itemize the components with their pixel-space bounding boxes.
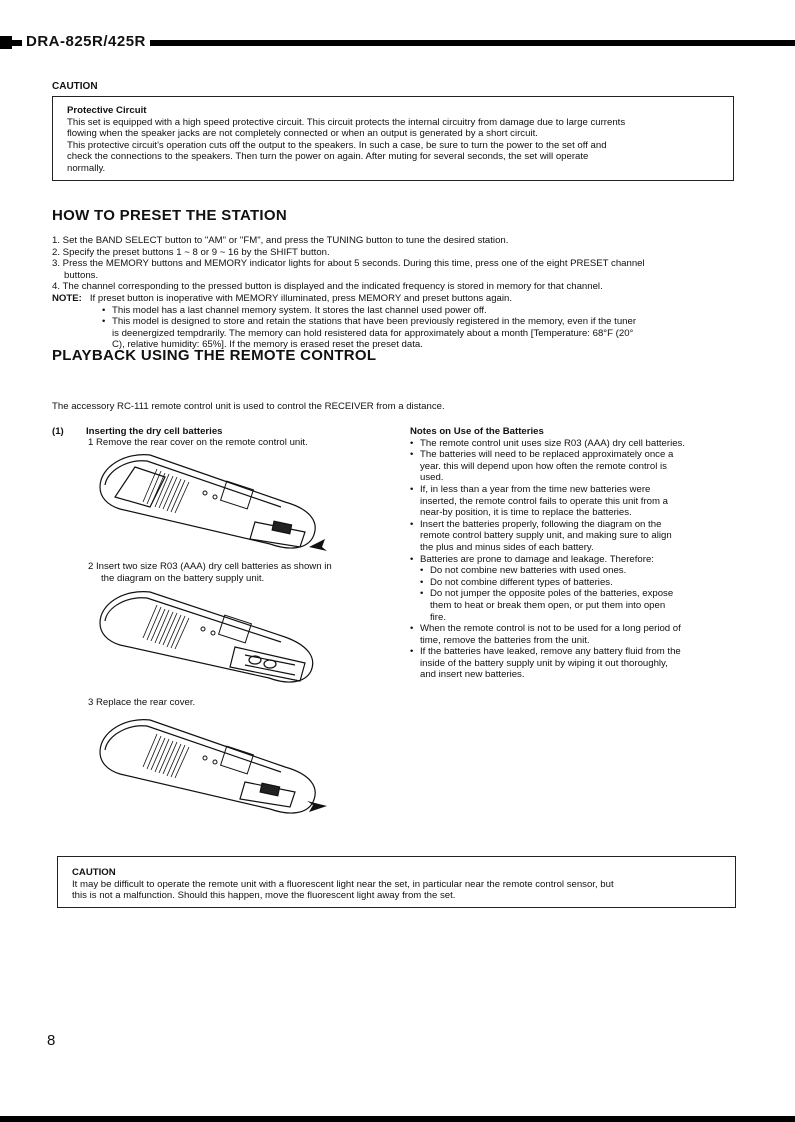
note-line: inside of the battery supply unit by wiping it out thoroughly, [420, 657, 668, 669]
preset-step: 4. The channel corresponding to the pressed button is displayed and the indicated frequency is stored in memory for that channel. [52, 281, 603, 293]
notes-title: Notes on Use of the Batteries [410, 426, 544, 437]
bullet-icon: • [410, 449, 414, 461]
caution-line: This protective circuit's operation cuts off the output to the speakers. In such a case, be sure to turn the power to the set off and [67, 139, 607, 151]
note-line: The batteries will need to be replaced approximately once a [420, 449, 674, 461]
remote-replace-cover-diagram [95, 712, 335, 822]
note-bullet: C), relative humidity: 65%]. If the memory is erased reset the preset data. [112, 339, 423, 351]
note-line: and insert new batteries. [420, 669, 525, 681]
preset-step: 3. Press the MEMORY buttons and MEMORY indicator lights for about 5 seconds. During this time, press one of the eight PRESET channel [52, 258, 645, 270]
note-line: time, remove the batteries from the unit. [420, 634, 590, 646]
bullet-icon: • [420, 588, 424, 600]
note-bullet: This model is designed to store and retain the stations that have been previously registered in the memory, even if the tuner [112, 316, 637, 328]
bullet-icon: • [410, 646, 414, 658]
preset-step: buttons. [64, 269, 99, 281]
note-line: remote control battery supply unit, and making sure to align [420, 530, 672, 542]
fluorescent-caution-box [57, 856, 736, 908]
caution-label: CAUTION [72, 867, 116, 878]
preset-step: 2. Specify the preset buttons 1 ~ 8 or 9 ~ 16 by the SHIFT button. [52, 246, 330, 258]
bullet-icon: • [410, 437, 414, 449]
caution-label: CAUTION [52, 81, 98, 92]
caution-line: This set is equipped with a high speed protective circuit. This circuit protects the internal circuitry from damage due to large currents [67, 116, 626, 128]
bullet-icon: • [420, 565, 424, 577]
remote-insert-batteries-diagram [95, 585, 325, 690]
caution-line: flowing when the speaker jacks are not completely connected or when an output is generated by a short circuit. [67, 128, 538, 140]
preset-steps [52, 235, 742, 351]
note-line: Batteries are prone to damage and leakage. Therefore: [420, 553, 654, 565]
caution-line: this is not a malfunction. Should this happen, move the fluorescent light away from the set. [72, 890, 456, 902]
footer-rule [0, 1116, 795, 1122]
note-label: NOTE: [52, 292, 82, 304]
protective-circuit-box [52, 96, 734, 181]
battery-notes [410, 426, 740, 681]
caution-line: It may be difficult to operate the remote unit with a fluorescent light near the set, in particular near the remote control sensor, but [72, 878, 614, 890]
preset-heading: HOW TO PRESET THE STATION [52, 207, 288, 224]
note-line: year. this will depend upon how often the remote control is [420, 460, 667, 472]
note-line: inserted, the remote control fails to operate this unit from a [420, 495, 668, 507]
note-line: them to heat or break them open, or put them into open [430, 599, 666, 611]
step-1: 1 Remove the rear cover on the remote control unit. [88, 437, 308, 448]
section-title: Inserting the dry cell batteries [86, 426, 223, 437]
note-text: If preset button is inoperative with MEMORY illuminated, press MEMORY and preset buttons again. [89, 292, 513, 304]
step-2a: 2 Insert two size R03 (AAA) dry cell batteries as shown in [88, 561, 332, 572]
note-line: When the remote control is not to be used for a long period of [420, 623, 681, 635]
page-number: 8 [47, 1032, 56, 1049]
note-line: Do not combine different types of batteries. [430, 576, 613, 588]
note-bullet: is deenergized tempdrarily. The memory can hold resistered data for approximately about a month [Temperature: 68°F (20° [112, 327, 634, 339]
remote-heading: PLAYBACK USING THE REMOTE CONTROL [52, 347, 377, 364]
step-2b: the diagram on the battery supply unit. [101, 573, 265, 584]
note-line: Do not jumper the opposite poles of the batteries, expose [430, 588, 674, 600]
bullet-icon: • [420, 576, 424, 588]
note-line: the plus and minus sides of each battery. [420, 541, 594, 553]
section-number: (1) [52, 426, 64, 437]
preset-step: 1. Set the BAND SELECT button to "AM" or "FM", and press the TUNING button to tune the desired station. [52, 235, 509, 246]
caution-line: check the connections to the speakers. Then turn the power on again. After muting for several seconds, the set will operate [67, 151, 589, 163]
step-3: 3 Replace the rear cover. [88, 697, 196, 708]
note-line: used. [420, 472, 444, 484]
bullet-icon: • [410, 518, 414, 530]
bullet-icon: • [410, 553, 414, 565]
bullet-icon: • [102, 304, 106, 316]
bullet-icon: • [410, 483, 414, 495]
model-title: DRA-825R/425R [22, 33, 150, 51]
bullet-icon: • [102, 316, 106, 328]
note-line: The remote control unit uses size R03 (AAA) dry cell batteries. [420, 437, 686, 449]
note-line: near-by position, it is time to replace the batteries. [420, 507, 632, 519]
remote-remove-cover-diagram [95, 447, 335, 557]
note-line: Insert the batteries properly, following the diagram on the [420, 518, 662, 530]
remote-intro: The accessory RC-111 remote control unit is used to control the RECEIVER from a distance. [52, 401, 445, 412]
bullet-icon: • [410, 623, 414, 635]
header-marker [0, 36, 12, 49]
note-line: Do not combine new batteries with used ones. [430, 565, 627, 577]
note-line: If the batteries have leaked, remove any battery fluid from the [420, 646, 681, 658]
caution-line: normally. [67, 162, 106, 174]
note-line: If, in less than a year from the time new batteries were [420, 483, 651, 495]
note-line: fire. [430, 611, 446, 623]
protective-circuit-title: Protective Circuit [67, 105, 147, 116]
note-bullet: This model has a last channel memory system. It stores the last channel used power off. [112, 304, 487, 316]
